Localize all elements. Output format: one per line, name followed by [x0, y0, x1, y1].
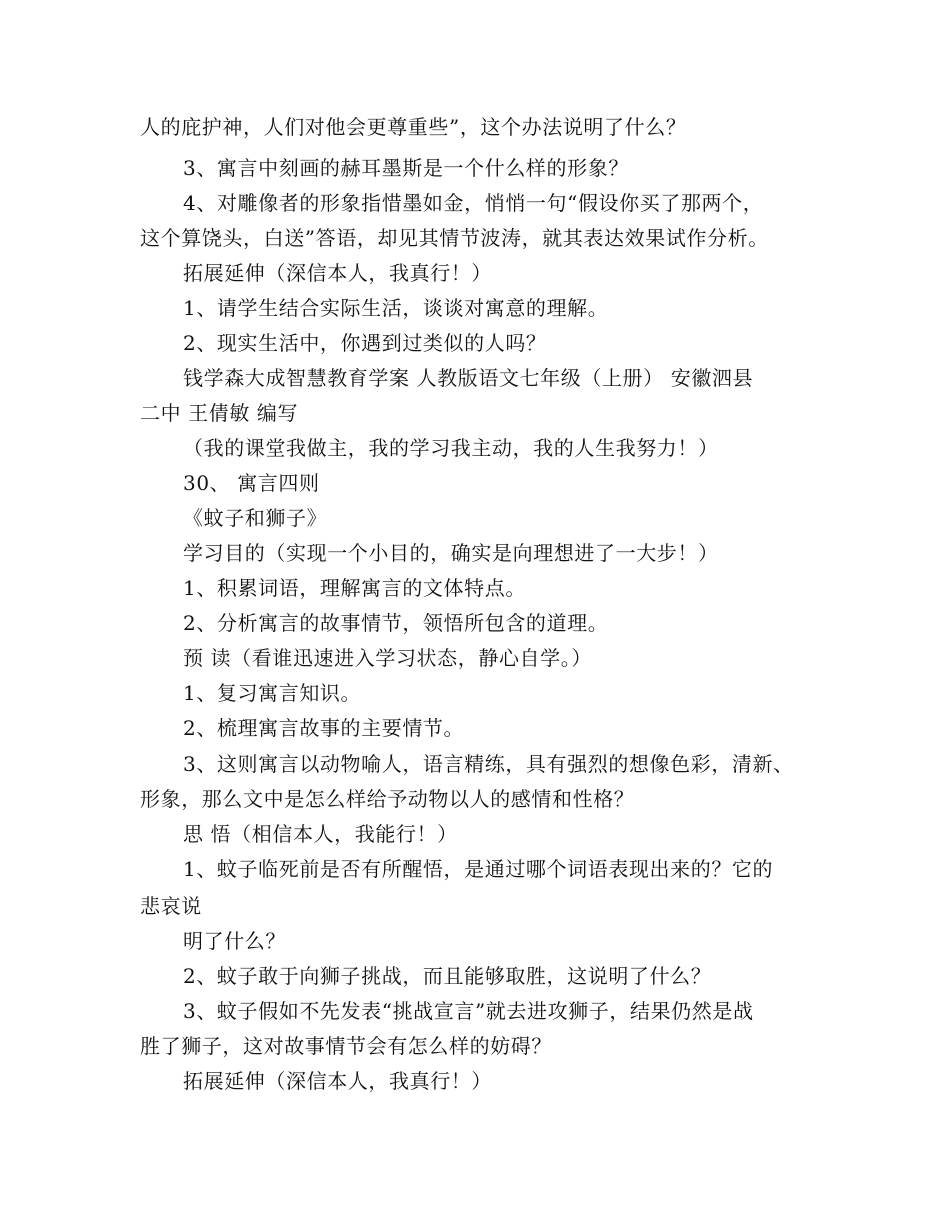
text-line: 2、分析寓言的故事情节，领悟所包含的道理。: [183, 611, 609, 635]
text-line: 4、对雕像者的形象指惜墨如金，悄悄一句“假设你买了那两个，: [183, 191, 764, 215]
motto-line: （我的课堂我做主，我的学习我主动，我的人生我努力！）: [183, 436, 719, 460]
text-line: 2、现实生活中，你遇到过类似的人吗？: [183, 331, 547, 355]
text-line: 1、请学生结合实际生活，谈谈对寓意的理解。: [183, 296, 609, 320]
text-line: 人的庇护神，人们对他会更尊重些”，这个办法说明了什么？: [140, 115, 687, 139]
text-line: 明了什么？: [183, 929, 286, 953]
section-heading: 拓展延伸（深信本人，我真行！）: [183, 1069, 492, 1093]
text-line: 悲哀说: [140, 894, 202, 918]
lesson-title: 30、 寓言四则: [183, 471, 320, 495]
section-heading: 学习目的（实现一个小目的，确实是向理想进了一大步！）: [183, 541, 719, 565]
text-line: 3、这则寓言以动物喻人，语言精练，具有强烈的想像色彩，清新、: [183, 752, 794, 776]
fable-title: 《蚊子和狮子》: [183, 506, 328, 530]
text-line: 1、积累词语，理解寓言的文体特点。: [183, 576, 526, 600]
text-line: 1、复习寓言知识。: [183, 681, 362, 705]
text-line: 1、蚊子临死前是否有所醒悟，是通过哪个词语表现出来的？它的: [183, 857, 774, 881]
document-header-line: 钱学森大成智慧教育学案 人教版语文七年级（上册） 安徽泗县: [183, 366, 754, 390]
section-heading: 预 读（看谁迅速进入学习状态，静心自学。）: [183, 646, 592, 670]
text-line: 3、蚊子假如不先发表“挑战宣言”就去进攻狮子，结果仍然是战: [183, 999, 754, 1023]
text-line: 3、寓言中刻画的赫耳墨斯是一个什么样的形象？: [183, 156, 629, 180]
document-header-line: 二中 王倩敏 编写: [140, 401, 299, 425]
section-heading: 拓展延伸（深信本人，我真行！）: [183, 261, 492, 285]
text-line: 2、梳理寓言故事的主要情节。: [183, 716, 465, 740]
text-line: 形象，那么文中是怎么样给予动物以人的感情和性格？: [140, 787, 635, 811]
text-line: 2、蚊子敢于向狮子挑战，而且能够取胜，这说明了什么？: [183, 964, 712, 988]
text-line: 胜了狮子，这对故事情节会有怎么样的妨碍？: [140, 1034, 552, 1058]
text-line: 这个算饶头，白送”答语，却见其情节波涛，就其表达效果试作分析。: [140, 226, 769, 250]
section-heading: 思 悟（相信本人，我能行！）: [183, 822, 458, 846]
